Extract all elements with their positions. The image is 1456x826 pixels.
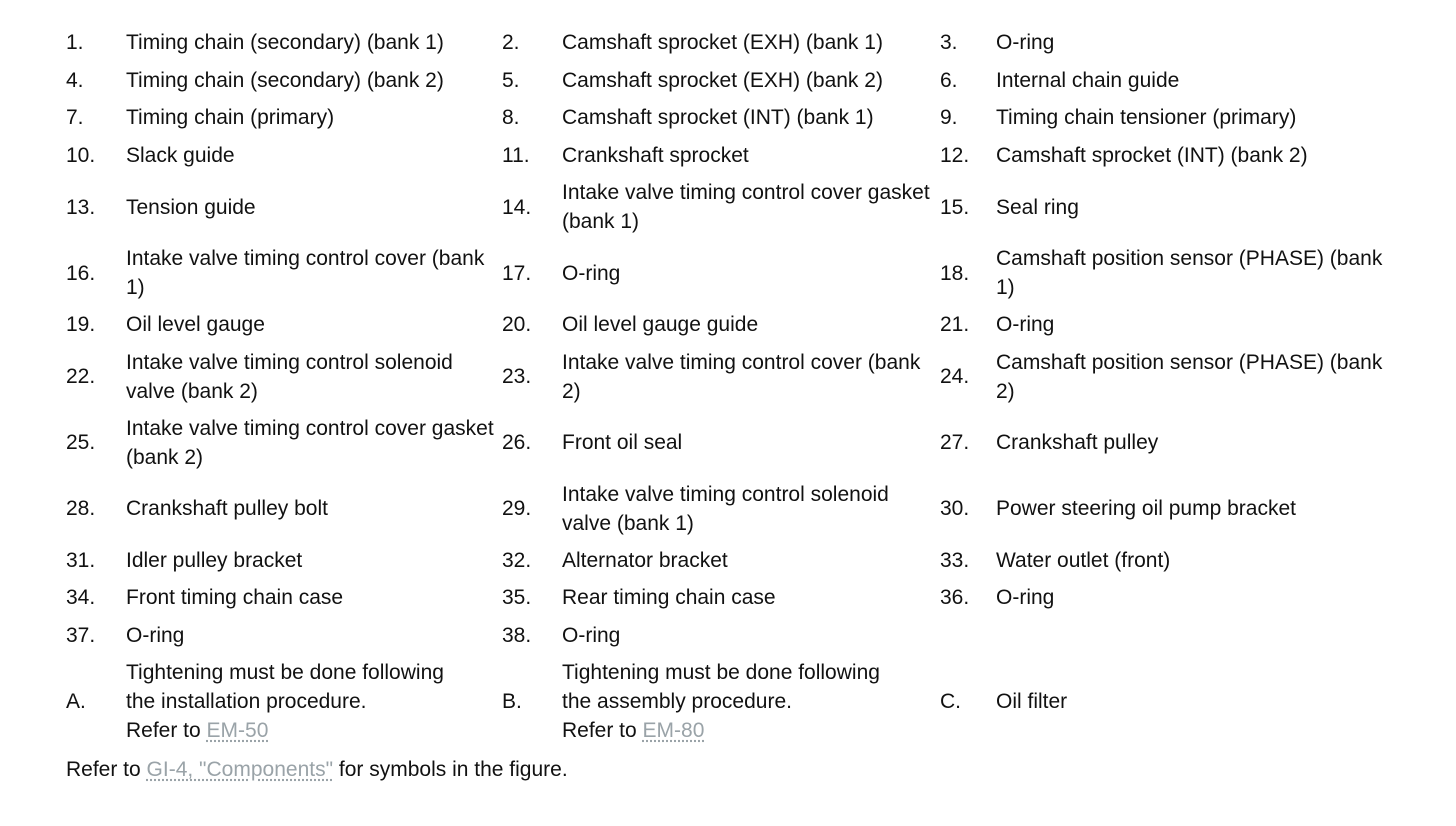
item-label: O-ring bbox=[996, 313, 1055, 337]
item-label: Crankshaft sprocket bbox=[562, 143, 749, 167]
item-label: Front timing chain case bbox=[126, 586, 344, 610]
item-number: 6. bbox=[940, 68, 958, 92]
note-line: the assembly procedure. bbox=[562, 690, 792, 713]
item-number: 21. bbox=[940, 313, 970, 337]
note-line: Tightening must be done following bbox=[562, 661, 880, 684]
item-label: Water outlet (front) bbox=[996, 548, 1171, 572]
item-label: O-ring bbox=[996, 586, 1055, 610]
item-number: 12. bbox=[940, 143, 970, 167]
item-number: 31. bbox=[66, 548, 96, 572]
item-label: Timing chain (secondary) (bank 2) bbox=[126, 68, 444, 92]
legend-row bbox=[66, 579, 1396, 617]
item-label: Camshaft sprocket (INT) (bank 1) bbox=[562, 106, 874, 130]
component-legend-table bbox=[66, 24, 1396, 749]
item-number: 16. bbox=[66, 261, 96, 285]
item-number: 15. bbox=[940, 195, 970, 219]
item-label: Seal ring bbox=[996, 195, 1079, 219]
legend-row bbox=[66, 99, 1396, 137]
item-label: Intake valve timing control cover (bank 2) bbox=[562, 350, 921, 403]
item-number: 3. bbox=[940, 31, 958, 55]
legend-row bbox=[66, 137, 1396, 175]
item-number: 5. bbox=[502, 68, 520, 92]
item-number: 14. bbox=[502, 195, 532, 219]
item-number: 2. bbox=[502, 31, 520, 55]
legend-row bbox=[66, 344, 1396, 410]
legend-row bbox=[66, 617, 1396, 655]
note-letter: A. bbox=[66, 690, 86, 713]
item-label: Rear timing chain case bbox=[562, 586, 776, 610]
footer-prefix: Refer to bbox=[66, 758, 141, 781]
item-label: O-ring bbox=[996, 31, 1055, 55]
footer-suffix: for symbols in the figure. bbox=[338, 758, 568, 781]
item-number: 34. bbox=[66, 586, 96, 610]
refer-label: Refer to bbox=[126, 719, 201, 742]
item-number: 19. bbox=[66, 313, 96, 337]
legend-row bbox=[66, 24, 1396, 62]
item-number: 35. bbox=[502, 586, 532, 610]
item-label: Intake valve timing control cover gasket (bank 2) bbox=[126, 416, 494, 469]
gi-4-components-link[interactable]: GI-4, "Components" bbox=[146, 758, 334, 781]
item-label: Crankshaft pulley bolt bbox=[126, 497, 328, 520]
item-label: Camshaft sprocket (EXH) (bank 1) bbox=[562, 31, 883, 55]
legend-row bbox=[66, 62, 1396, 100]
item-label: Intake valve timing control solenoid valve (bank 2) bbox=[126, 350, 453, 403]
item-label: Slack guide bbox=[126, 143, 235, 167]
item-number: 17. bbox=[502, 261, 532, 285]
legend-row bbox=[66, 542, 1396, 580]
item-label: Timing chain (secondary) (bank 1) bbox=[126, 31, 444, 55]
item-label: O-ring bbox=[126, 623, 185, 647]
note-letter: B. bbox=[502, 690, 522, 713]
item-number: 32. bbox=[502, 548, 532, 572]
item-label: Timing chain (primary) bbox=[126, 106, 335, 130]
item-label: Camshaft sprocket (INT) (bank 2) bbox=[996, 143, 1308, 167]
note-reference bbox=[126, 716, 502, 745]
item-number: 8. bbox=[502, 106, 520, 130]
item-number: 27. bbox=[940, 431, 970, 454]
note-b-text bbox=[562, 654, 940, 749]
note-letter: C. bbox=[940, 690, 961, 713]
item-label: Internal chain guide bbox=[996, 68, 1180, 92]
em-80-link[interactable]: EM-80 bbox=[642, 719, 705, 742]
item-label: Intake valve timing control cover gasket (bank 1) bbox=[562, 181, 930, 233]
legend-row bbox=[66, 174, 1396, 240]
refer-label: Refer to bbox=[562, 719, 637, 742]
legend-notes-row bbox=[66, 654, 1396, 749]
legend-row bbox=[66, 240, 1396, 306]
item-number: 24. bbox=[940, 365, 970, 388]
item-number: 25. bbox=[66, 431, 96, 454]
item-label: Power steering oil pump bracket bbox=[996, 497, 1296, 520]
legend-row bbox=[66, 306, 1396, 344]
note-line: the installation procedure. bbox=[126, 690, 367, 713]
item-label: Oil level gauge bbox=[126, 313, 265, 337]
item-number: 1. bbox=[66, 31, 84, 55]
item-label: Intake valve timing control solenoid valve (bank 1) bbox=[562, 482, 889, 535]
item-number: 7. bbox=[66, 106, 84, 130]
note-a-text bbox=[126, 654, 502, 749]
legend-row bbox=[66, 410, 1396, 476]
item-number: 18. bbox=[940, 261, 970, 285]
item-number: 11. bbox=[502, 143, 530, 167]
item-label: Intake valve timing control cover (bank 1) bbox=[126, 247, 485, 299]
item-number: 30. bbox=[940, 497, 970, 520]
item-label: Camshaft sprocket (EXH) (bank 2) bbox=[562, 68, 883, 92]
item-number: 28. bbox=[66, 497, 96, 520]
component-legend-page bbox=[66, 24, 1396, 784]
item-label: Crankshaft pulley bbox=[996, 431, 1159, 454]
item-number: 4. bbox=[66, 68, 84, 92]
item-label: Idler pulley bracket bbox=[126, 548, 303, 572]
note-line: Tightening must be done following bbox=[126, 661, 444, 684]
item-label: Front oil seal bbox=[562, 431, 683, 454]
item-label: Camshaft position sensor (PHASE) (bank 1) bbox=[996, 247, 1383, 299]
item-number: 23. bbox=[502, 365, 532, 388]
item-label: Alternator bracket bbox=[562, 548, 728, 572]
item-number: 20. bbox=[502, 313, 532, 337]
item-label: Tension guide bbox=[126, 195, 256, 219]
item-number: 22. bbox=[66, 365, 96, 388]
item-label: O-ring bbox=[562, 623, 621, 647]
item-number: 26. bbox=[502, 431, 532, 454]
item-number: 33. bbox=[940, 548, 970, 572]
legend-row bbox=[66, 476, 1396, 542]
item-label: Oil level gauge guide bbox=[562, 313, 759, 337]
item-number: 13. bbox=[66, 195, 96, 219]
symbols-reference-footer bbox=[66, 755, 1396, 784]
item-label bbox=[996, 617, 1396, 655]
note-c-text: Oil filter bbox=[996, 690, 1068, 713]
item-label: O-ring bbox=[562, 261, 621, 285]
note-reference bbox=[562, 716, 940, 745]
item-number: 37. bbox=[66, 623, 96, 647]
item-label: Camshaft position sensor (PHASE) (bank 2) bbox=[996, 350, 1383, 403]
item-number: 36. bbox=[940, 586, 970, 610]
item-number: 10. bbox=[66, 143, 96, 167]
item-number: 29. bbox=[502, 497, 532, 520]
item-label: Timing chain tensioner (primary) bbox=[996, 106, 1297, 130]
item-number: 38. bbox=[502, 623, 532, 647]
em-50-link[interactable]: EM-50 bbox=[206, 719, 269, 742]
item-number bbox=[940, 617, 996, 655]
item-number: 9. bbox=[940, 106, 958, 130]
